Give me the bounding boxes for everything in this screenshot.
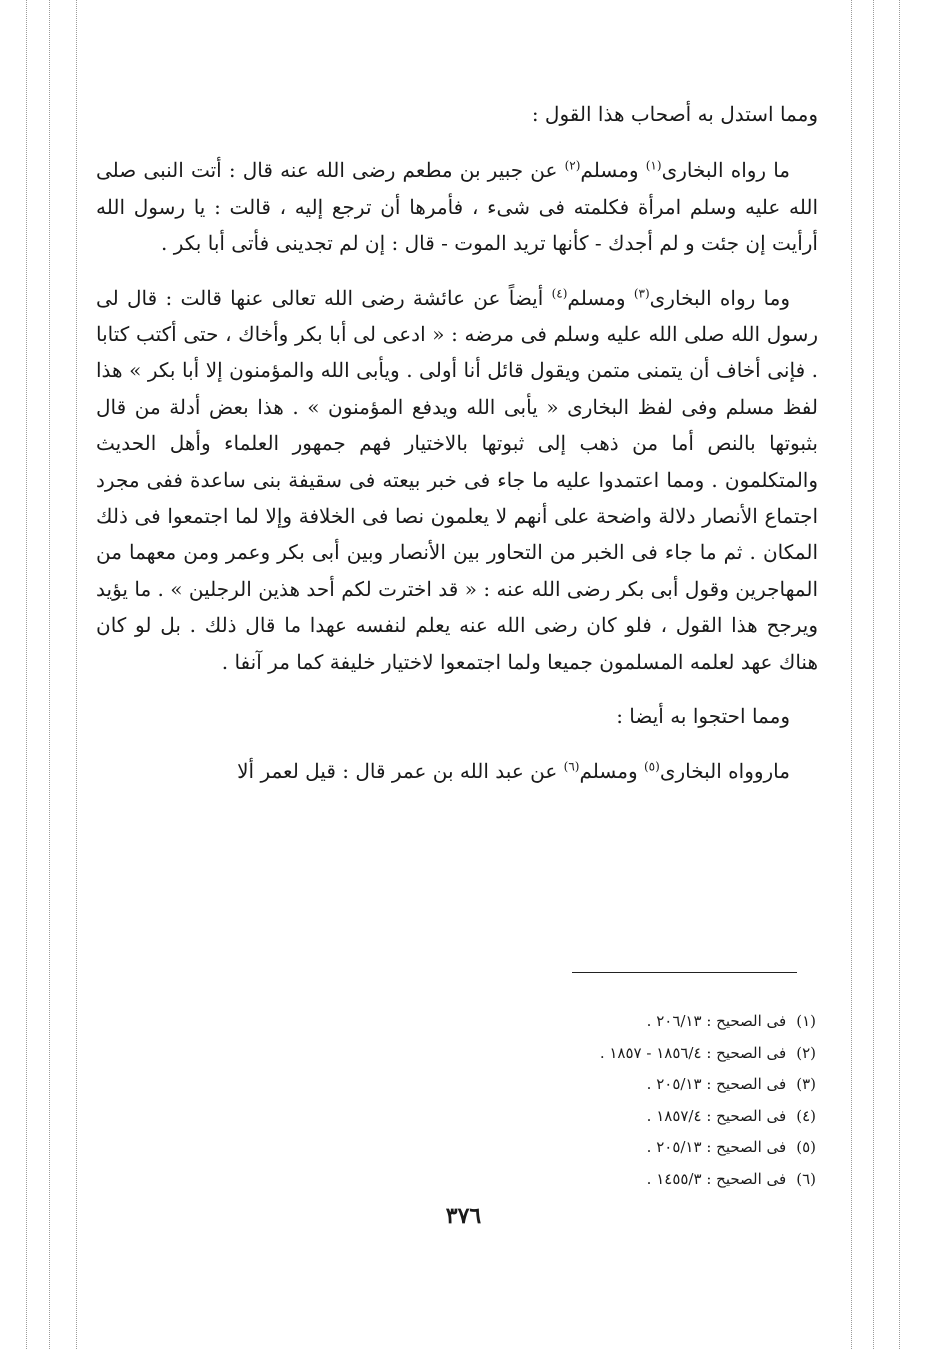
text-run: ماروواه البخارى [659,758,790,783]
footnotes [440,1006,816,1195]
footnote-number: (٤) [796,1106,816,1125]
column-guide [851,0,852,1349]
footnote-text: فى الصحيح : ١٨٥٦/٤ - ١٨٥٧ . [599,1043,787,1062]
footnote-divider [572,972,797,973]
footnote-ref: (٣) [633,285,650,300]
footnote-item [440,1132,816,1164]
text-run: عن عبد الله بن عمر قال : قيل لعمر ألا [237,758,558,783]
page-body [96,96,818,807]
paragraph-1 [96,152,818,261]
page-number: ٣٧٦ [445,1203,482,1229]
footnote-ref: (٤) [551,285,568,300]
heading-text: ومما استدل به أصحاب هذا القول : [531,102,818,126]
footnote-number: (١) [796,1012,816,1030]
footnote-ref: (١) [645,158,662,173]
text-run: ما رواه البخارى [661,158,791,183]
footnote-number: (٥) [796,1138,816,1156]
footnote-number: (٣) [796,1075,816,1093]
footnote-ref: (٥) [643,758,660,773]
footnote-item [440,1069,816,1101]
text-run: ومسلم [567,285,626,310]
footnote-item [440,1164,816,1196]
text-run: عن جبير بن مطعم رضى الله عنه قال : أتت النبى صلى الله عليه وسلم امرأة فكلمته فى شىء ، فأمرها أن ترجع إليه ، قالت : يا رسول الله أرأيت إن جئت و لم أجدك - كأنها تريد الموت - قال : إن لم تجدينى فأتى أبا بكر . [96,158,819,256]
footnote-item [440,1101,816,1133]
footnote-text: فى الصحيح : ١٨٥٧/٤ . [646,1106,787,1125]
footnote-item [440,1006,816,1038]
paragraph-4 [96,753,818,789]
text-run: وما رواه البخارى [649,285,791,310]
text-run: ومسلم [579,758,638,783]
paragraph-3: ومما احتجوا به أيضا : [616,704,790,729]
column-guide [49,0,50,1349]
footnote-number: (٦) [796,1169,816,1188]
column-guide [899,0,900,1349]
text-run: أيضاً عن عائشة رضى الله تعالى عنها قالت : قال لى رسول الله صلى الله عليه وسلم فى مرضه : « ادعى لى أبا بكر وأخاك ، حتى أكتب كتابا . فإنى أخاف أن يتمنى متمن ويقول قائل أنا أولى . ويأبى الله والمؤمنون إلا أبا بكر » هذا لفظ مسلم وفى لفظ البخارى « يأبى الله ويدفع المؤمنون » . هذا بعض أدلة من قال بثبوتها بالنص أما من ذهب إلى ثبوتها بالاختيار فهم جمهور العلماء وأهل الحديث والمتكلمون . ومما اعتمدوا عليه ما جاء فى خبر بيعته فى سقيفة بنى ساعدة ففى مجرد اجتماع الأنصار دلالة واضحة على أنهم لا يعلمون نصا فى الخلافة وإلا لما اجتمعوا فى ذلك المكان . ثم ما جاء فى الخبر من التحاور بين الأنصار وبين أبى بكر وعمر ومن معهما من المهاجرين وقول أبى بكر رضى الله عنه : « قد اخترت لكم أحد هذين الرجلين » . ما يؤيد ويرجح هذا القول ، فلو كان رضى الله عنه يعلم لنفسه عهدا ما قال ذلك . بل لو كان هناك عهد لعلمه المسلمون جميعا ولما اجتمعوا لاختيار خليفة كما مر آنفا . [96,285,818,674]
footnote-text: فى الصحيح : ٢٠٦/١٣ . [646,1012,787,1030]
paragraph-2 [96,280,818,680]
footnote-ref: (٦) [563,758,580,773]
footnote-text: فى الصحيح : ٢٠٥/١٣ . [646,1138,787,1156]
footnote-ref: (٢) [564,158,581,173]
column-guide [26,0,27,1349]
column-guide [76,0,77,1349]
footnote-item [440,1038,816,1070]
column-guide [873,0,874,1349]
footnote-text: فى الصحيح : ٢٠٥/١٣ . [646,1075,787,1093]
footnote-number: (٢) [796,1043,816,1062]
text-run: ومسلم [580,158,639,183]
footnote-text: فى الصحيح : ١٤٥٥/٣ . [646,1169,787,1188]
